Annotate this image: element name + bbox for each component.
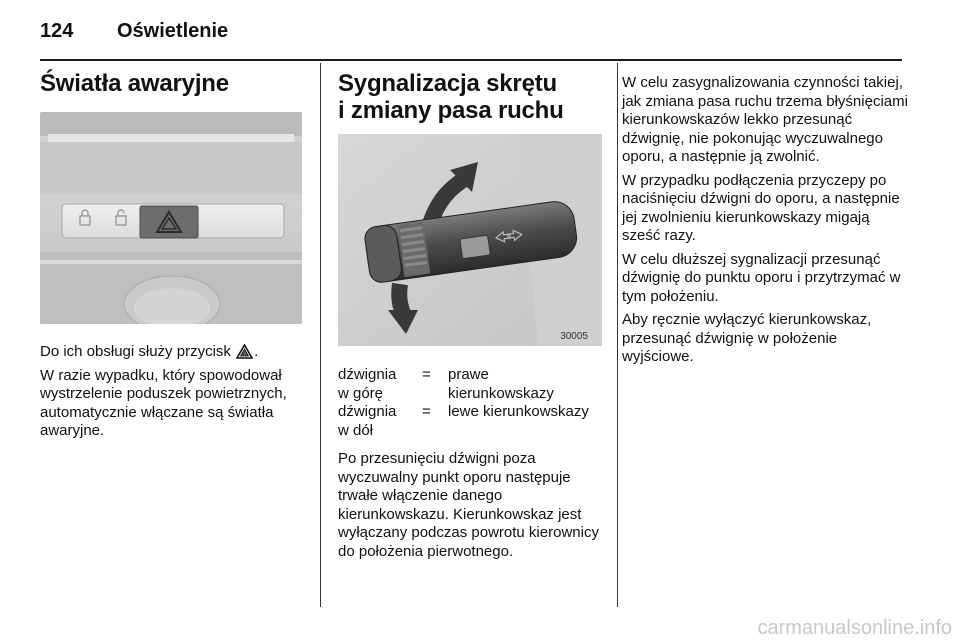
title-line-2: i zmiany pasa ruchu [338,97,564,124]
term-line: w dół [338,421,374,439]
hazard-paragraph-2: W razie wypadku, który spowodował wystrzelenie poduszek powietrznych, automatycznie włączane są światła awaryjne. [40,366,287,439]
definition-row-down [338,403,602,440]
hazard-switch-illustration [40,112,302,324]
definition-list [338,366,602,440]
column-divider-2 [617,63,618,607]
turn-paragraph: Po przesunięciu dźwigni poza wyczuwalny punkt oporu następuje trwałe włączenie danego kierunkowskazu. Kierunkowskaz jest wyłączany podczas powrotu kierownicy do położenia pierwotnego. [338,450,599,560]
definition-value [448,366,602,403]
watermark: carmanualsonline.info [757,617,952,639]
instruction-paragraph-1: W celu zasygnalizowania czynności takiej, jak zmiana pasa ruchu trzema błyśnięciami kierunkowskazów lekko przesunąć dźwignię, nie pokonując wyczuwalnego oporu, a następnie ją zwolnić. [622,74,908,165]
hazard-triangle-icon [236,344,253,359]
value-line: prawe [448,366,489,383]
figure-code: 30005 [560,331,588,342]
column-turn-signal [338,70,602,560]
turn-lever-photo [338,134,602,346]
hazard-paragraph-1 [40,343,304,362]
hazard-switch-photo [40,112,302,324]
term-line: w górę [338,384,384,402]
page-number: 124 [40,20,74,42]
definition-separator: = [422,366,431,383]
term-line: dźwignia [338,403,397,420]
column-divider-1 [320,63,321,607]
turn-signal-text [338,450,602,566]
definition-term [338,366,422,403]
turn-lever-illustration [338,134,602,346]
hazard-p1-end: . [254,343,259,360]
value-line: lewe kierunkowskazy [448,403,589,420]
term-line: dźwignia [338,366,397,383]
definition-row-up [338,366,602,403]
title-line-1: Sygnalizacja skrętu [338,70,557,97]
definition-value [448,403,602,440]
section-title-turn-signal [338,70,602,124]
instruction-paragraph-3: W celu dłuższej sygnalizacji przesunąć dźwignię do punktu oporu i przytrzymać w tym położeniu. [622,250,901,305]
hazard-p1-text: Do ich obsługi służy przycisk [40,343,231,360]
hazard-text [40,343,304,446]
definition-separator: = [422,403,431,420]
definition-term [338,403,422,440]
column-hazard [40,70,304,439]
chapter-title: Oświetlenie [117,20,229,42]
column-instructions [622,74,912,372]
instruction-paragraph-4: Aby ręcznie wyłączyć kierunkowskaz, przesunąć dźwignię w położenie wyjściowe. [622,311,872,365]
header-rule [40,59,902,61]
section-title-hazard: Światła awaryjne [40,70,229,97]
instruction-paragraph-2: W przypadku podłączenia przyczepy po naciśnięciu dźwigni do oporu, a następnie jej zwolnieniu kierunkowskazy migają sześć razy. [622,171,900,244]
value-line: kierunkowskazy [448,384,554,402]
